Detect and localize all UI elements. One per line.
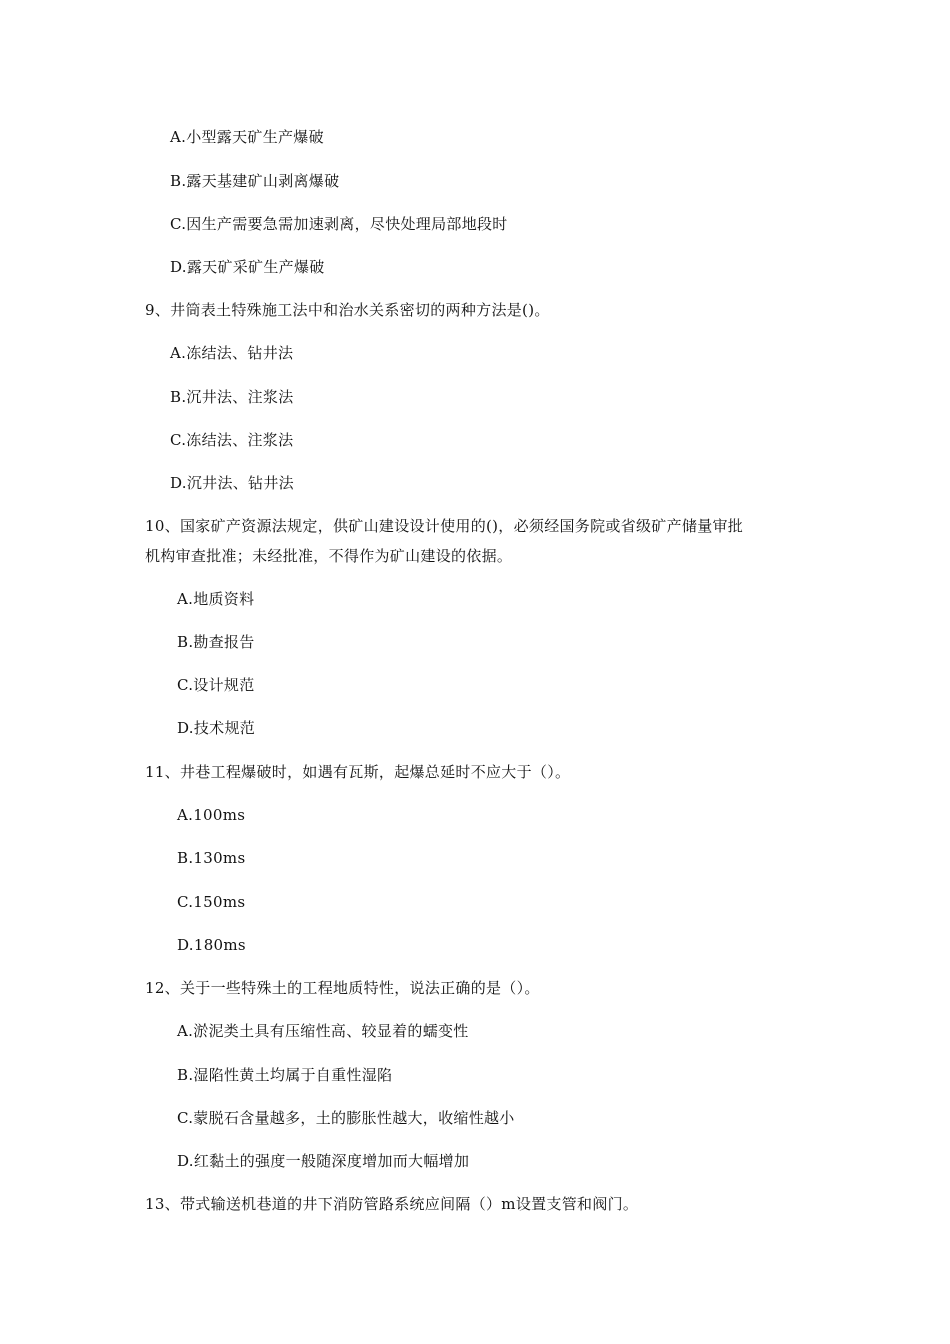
q10-option-a: A.地质资料 <box>177 590 255 608</box>
q9-question: 9、井筒表土特殊施工法中和治水关系密切的两种方法是()。 <box>145 301 550 319</box>
q12-option-d: D.红黏土的强度一般随深度增加而大幅增加 <box>177 1152 470 1170</box>
q11-option-a: A.100ms <box>177 806 246 824</box>
q10-option-d: D.技术规范 <box>177 719 256 737</box>
q8-option-c: C.因生产需要急需加速剥离，尽快处理局部地段时 <box>170 215 508 233</box>
q9-option-c: C.冻结法、注浆法 <box>170 431 294 449</box>
q11-option-c: C.150ms <box>177 893 246 911</box>
q8-option-b: B.露天基建矿山剥离爆破 <box>170 172 340 190</box>
q12-option-a: A.淤泥类土具有压缩性高、较显着的蠕变性 <box>177 1022 469 1040</box>
q8-option-d: D.露天矿采矿生产爆破 <box>170 258 325 276</box>
q13-question: 13、带式输送机巷道的井下消防管路系统应间隔（）m设置支管和阀门。 <box>145 1195 639 1213</box>
q11-question: 11、井巷工程爆破时，如遇有瓦斯，起爆总延时不应大于（）。 <box>145 763 571 781</box>
q11-option-b: B.130ms <box>177 849 246 867</box>
q12-option-c: C.蒙脱石含量越多，土的膨胀性越大，收缩性越小 <box>177 1109 515 1127</box>
q10-question-line1: 10、国家矿产资源法规定，供矿山建设设计使用的()，必须经国务院或省级矿产储量审批 <box>145 517 744 535</box>
q9-option-b: B.沉井法、注浆法 <box>170 388 294 406</box>
q9-option-d: D.沉井法、钻井法 <box>170 474 294 492</box>
q10-option-b: B.勘查报告 <box>177 633 255 651</box>
q12-question: 12、关于一些特殊土的工程地质特性，说法正确的是（）。 <box>145 979 540 997</box>
q10-question-line2: 机构审查批准；未经批准，不得作为矿山建设的依据。 <box>145 547 513 565</box>
q8-option-a: A.小型露天矿生产爆破 <box>170 128 324 146</box>
q9-option-a: A.冻结法、钻井法 <box>170 344 294 362</box>
q10-option-c: C.设计规范 <box>177 676 255 694</box>
q11-option-d: D.180ms <box>177 936 246 954</box>
q12-option-b: B.湿陷性黄土均属于自重性湿陷 <box>177 1066 393 1084</box>
